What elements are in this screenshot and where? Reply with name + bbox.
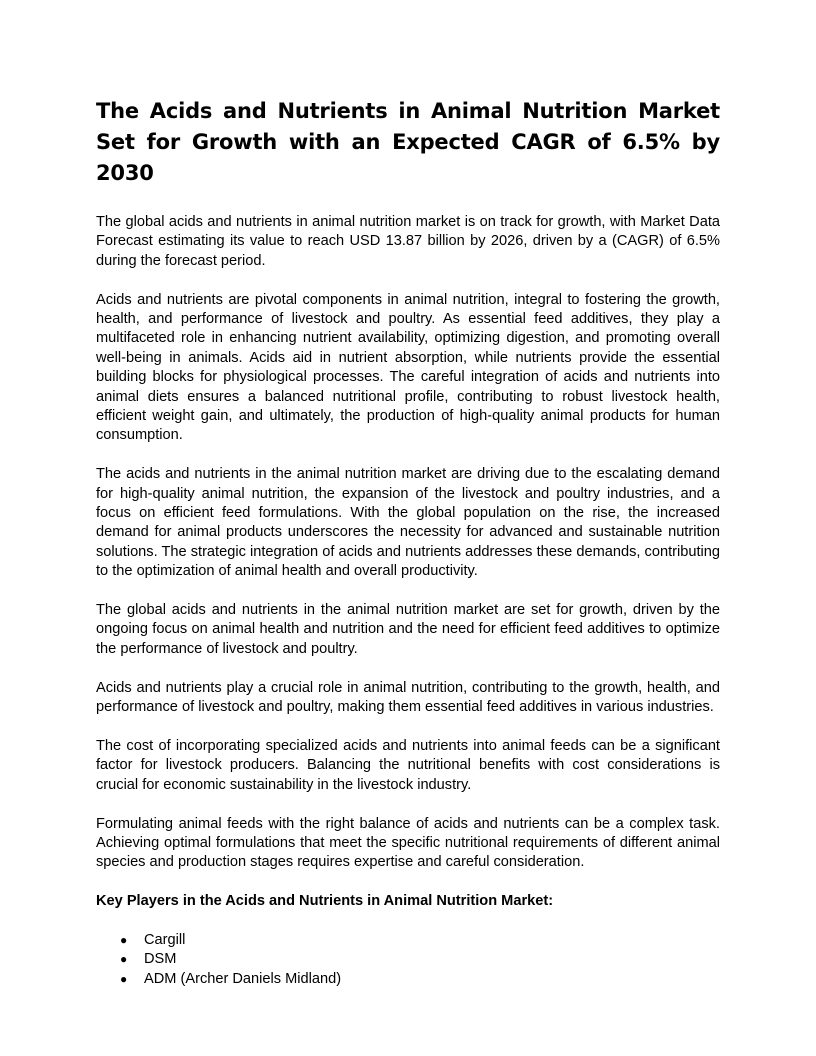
paragraph-growth: The global acids and nutrients in the animal nutrition market are set for growth, driven by the ongoing focus on animal health and nutrition and the need for efficient feed additives to optimize the performance of livestock and poultry. [96,602,720,657]
paragraph-intro: The global acids and nutrients in animal nutrition market is on track for growth, with Market Data Forecast estimating its value to reach USD 13.87 billion by 2026, driven by a (CAGR) of 6.5% during the forecast period. [96,214,720,269]
paragraph-cost: The cost of incorporating specialized acids and nutrients into animal feeds can be a significant factor for livestock producers. Balancing the nutritional benefits with cost considerations is crucial for economic sustainability in the livestock industry. [96,737,720,793]
bullet-icon: ● [120,952,128,967]
list-item [120,931,720,950]
list-item [120,970,720,989]
key-players-list [96,931,720,989]
document-page [96,96,720,989]
list-item-label: ADM (Archer Daniels Midland) [144,970,342,987]
bullet-icon: ● [120,932,128,947]
list-item-label: DSM [144,951,177,968]
paragraph-drivers: The acids and nutrients in the animal nutrition market are driving due to the escalating demand for high-quality animal nutrition, the expansion of the livestock and poultry industries, and a focus on efficient feed formulations. With the global population on the rise, the increased demand for animal products underscores the necessity for advanced and sustainable nutrition solutions. The strategic integration of acids and nutrients addresses these demands, contributing to the optimization of animal health and overall productivity. [96,466,720,580]
paragraph-formulation: Formulating animal feeds with the right balance of acids and nutrients can be a complex task. Achieving optimal formulations that meet the specific nutritional requirements of different animal species and production stages requires expertise and careful consideration. [96,815,720,871]
paragraph-role: Acids and nutrients play a crucial role in animal nutrition, contributing to the growth, health, and performance of livestock and poultry, making them essential feed additives in various industries. [96,679,720,716]
page-title: The Acids and Nutrients in Animal Nutrition Market Set for Growth with an Expected CAGR of 6.5% by 2030 [96,99,720,185]
list-item-label: Cargill [144,931,186,948]
key-players-heading: Key Players in the Acids and Nutrients in Animal Nutrition Market: [96,893,554,910]
bullet-icon: ● [120,971,128,986]
paragraph-overview: Acids and nutrients are pivotal components in animal nutrition, integral to fostering the growth, health, and performance of livestock and poultry. As essential feed additives, they play a multifaceted role in enhancing nutrient availability, optimizing digestion, and promoting overall well-being in animals. Acids aid in nutrient absorption, while nutrients provide the essential building blocks for physiological processes. The careful integration of acids and nutrients into animal diets ensures a balanced nutritional profile, contributing to robust livestock health, efficient weight gain, and ultimately, the production of high-quality animal products for human consumption. [96,291,720,444]
list-item [120,950,720,969]
